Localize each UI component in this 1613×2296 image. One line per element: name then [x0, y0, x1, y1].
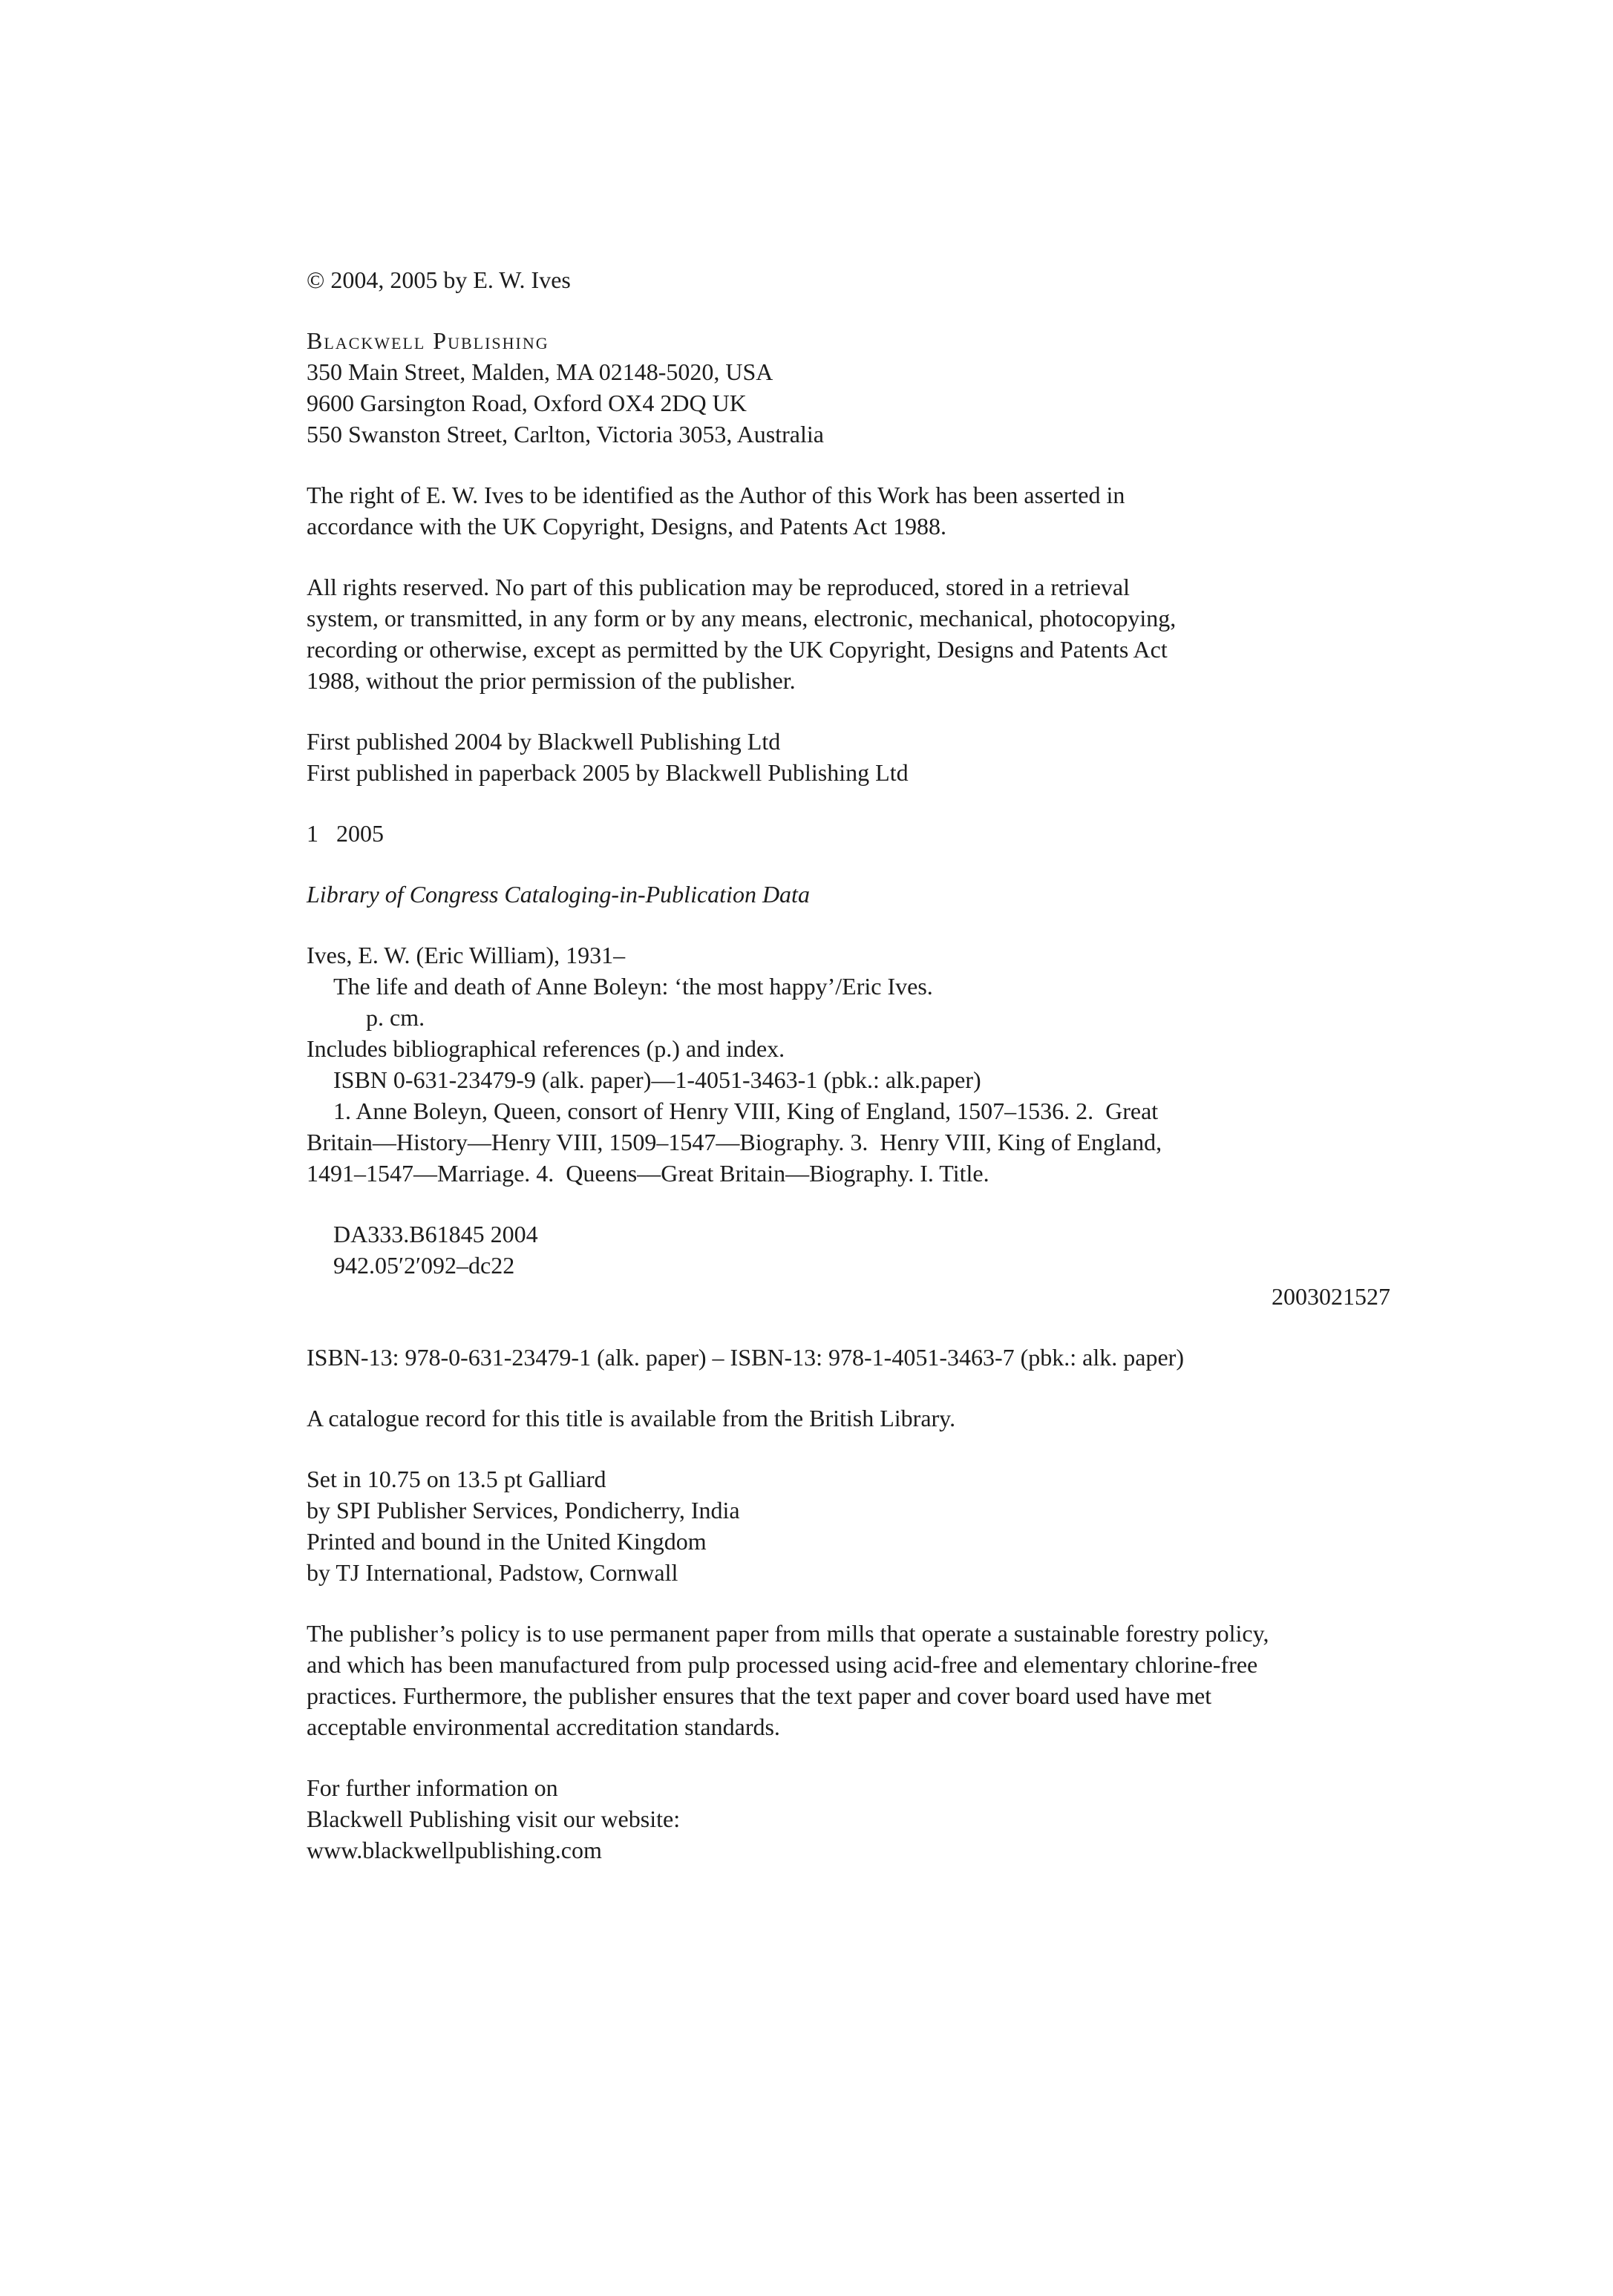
production-line: Set in 10.75 on 13.5 pt Galliard	[307, 1466, 606, 1492]
publisher-address: 350 Main Street, Malden, MA 02148-5020, USA	[307, 358, 773, 385]
cip-lccn: 2003021527	[1272, 1283, 1390, 1310]
cip-isbn: ISBN 0-631-23479-9 (alk. paper)—1-4051-3463-1 (pbk.: alk.paper)	[333, 1066, 981, 1093]
publisher-address: 550 Swanston Street, Carlton, Victoria 3053, Australia	[307, 421, 824, 447]
copyright-line: © 2004, 2005 by E. W. Ives	[307, 266, 571, 293]
production-line: by TJ International, Padstow, Cornwall	[307, 1559, 678, 1586]
cip-dewey: 942.05′2′092–dc22	[333, 1252, 515, 1279]
policy-line: The publisher’s policy is to use permanent paper from mills that operate a sustainable forestry policy,	[307, 1620, 1269, 1647]
production-line: Printed and bound in the United Kingdom	[307, 1528, 707, 1555]
cip-author: Ives, E. W. (Eric William), 1931–	[307, 942, 626, 968]
rights-asserted-line: accordance with the UK Copyright, Designs, and Patents Act 1988.	[307, 513, 947, 539]
text-block	[307, 264, 1390, 1866]
publisher-name: Blackwell Publishing	[307, 327, 549, 354]
cip-lc-class: DA333.B61845 2004	[333, 1221, 538, 1247]
all-rights-line: 1988, without the prior permission of the publisher.	[307, 667, 796, 694]
cip-heading: Library of Congress Cataloging-in-Publication Data	[307, 881, 810, 908]
all-rights-line: All rights reserved. No part of this publication may be reproduced, stored in a retrieval	[307, 574, 1130, 600]
publisher-address: 9600 Garsington Road, Oxford OX4 2DQ UK	[307, 390, 747, 416]
first-published-line: First published 2004 by Blackwell Publishing Ltd	[307, 728, 781, 755]
production-line: by SPI Publisher Services, Pondicherry, India	[307, 1497, 740, 1523]
policy-line: acceptable environmental accreditation standards.	[307, 1713, 780, 1740]
cip-subject-line: 1. Anne Boleyn, Queen, consort of Henry VIII, King of England, 1507–1536. 2. Great	[333, 1098, 1159, 1124]
isbn13-line: ISBN-13: 978-0-631-23479-1 (alk. paper) – ISBN-13: 978-1-4051-3463-7 (pbk.: alk. paper)	[307, 1344, 1184, 1371]
further-info-line: Blackwell Publishing visit our website:	[307, 1805, 681, 1832]
first-published-line: First published in paperback 2005 by Blackwell Publishing Ltd	[307, 759, 909, 786]
cip-pages: p. cm.	[366, 1004, 425, 1031]
all-rights-line: system, or transmitted, in any form or by any means, electronic, mechanical, photocopying,	[307, 605, 1177, 632]
all-rights-line: recording or otherwise, except as permitted by the UK Copyright, Designs and Patents Act	[307, 636, 1168, 663]
policy-line: and which has been manufactured from pulp processed using acid-free and elementary chlorine-free	[307, 1651, 1258, 1678]
further-info-line: For further information on	[307, 1774, 558, 1801]
impression-line: 1 2005	[307, 820, 384, 847]
cip-subject-line: Britain—History—Henry VIII, 1509–1547—Biography. 3. Henry VIII, King of England,	[307, 1129, 1162, 1155]
rights-asserted-line: The right of E. W. Ives to be identified as the Author of this Work has been asserted in	[307, 482, 1125, 508]
cip-subject-line: 1491–1547—Marriage. 4. Queens—Great Britain—Biography. I. Title.	[307, 1160, 989, 1187]
cip-includes: Includes bibliographical references (p.) and index.	[307, 1035, 785, 1062]
policy-line: practices. Furthermore, the publisher ensures that the text paper and cover board used have met	[307, 1682, 1212, 1709]
website-link[interactable]: www.blackwellpublishing.com	[307, 1837, 602, 1863]
catalogue-line: A catalogue record for this title is available from the British Library.	[307, 1405, 956, 1431]
cip-title: The life and death of Anne Boleyn: ‘the most happy’/Eric Ives.	[333, 973, 933, 1000]
